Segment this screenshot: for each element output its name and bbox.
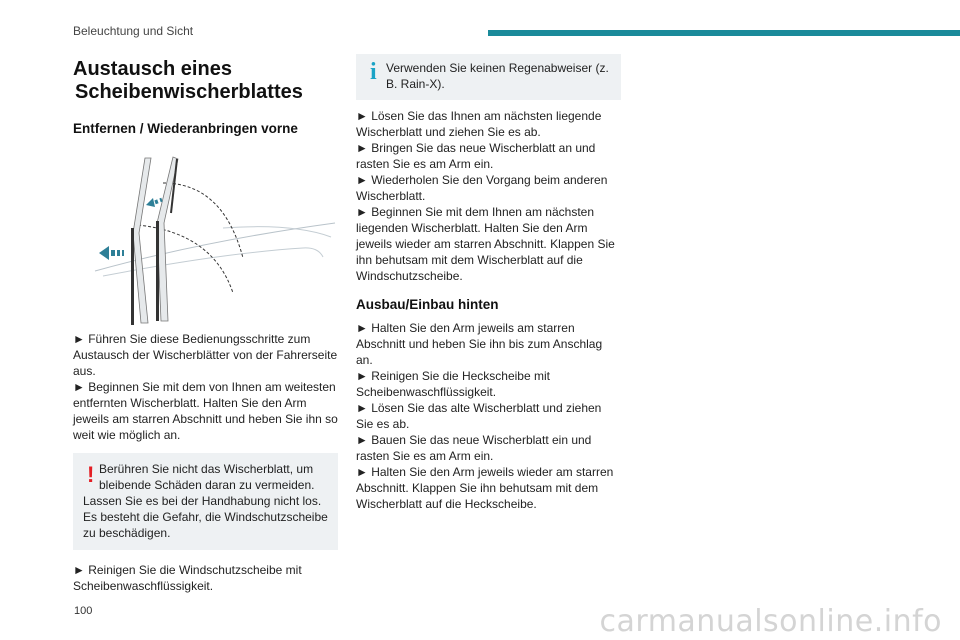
section-header: Beleuchtung und Sicht [73,24,194,38]
watermark: carmanualsonline.info [599,604,942,639]
title-line-2: Scheibenwischerblattes [75,81,303,103]
info-box [356,54,621,100]
front-step-7: ► Beginnen Sie mit dem Ihnen am nächsten liegenden Wischerblatt. Halten Sie den Arm jeweils wieder am starren Abschnitt. Klappen Sie ihn behutsam mit dem Wischerblatt auf die Windschutzscheibe. [356,205,615,283]
left-column [73,58,338,594]
rear-step-5: ► Halten Sie den Arm jeweils wieder am starren Abschnitt. Klappen Sie ihn behutsam mit dem Wischerblatt auf die Heckscheibe. [356,465,614,511]
front-subtitle: Entfernen / Wiederanbringen vorne [73,121,298,136]
title-line-1: Austausch eines [73,58,232,80]
right-column [356,54,621,512]
header-accent-bar [488,30,960,36]
rear-step-2: ► Reinigen Sie die Heckscheibe mit Scheibenwaschflüssigkeit. [356,369,550,399]
wiper-illustration [73,153,338,325]
front-step-5: ► Bringen Sie das neue Wischerblatt an und rasten Sie es am Arm ein. [356,141,596,171]
rear-step-4: ► Bauen Sie das neue Wischerblatt ein und rasten Sie es am Arm ein. [356,433,592,463]
front-step-2: ► Beginnen Sie mit dem von Ihnen am weitesten entfernten Wischerblatt. Halten Sie den Arm jeweils am starren Abschnitt und heben Sie ihn so weit wie möglich an. [73,380,338,442]
warning-box [73,453,338,550]
info-icon: i [370,59,377,85]
warning-text-2: Lassen Sie es bei der Handhabung nicht los. Es besteht die Gefahr, die Windschutzscheibe zu beschädigen. [83,494,328,540]
info-text: Verwenden Sie keinen Regenabweiser (z. B. Rain-X). [386,61,609,91]
rear-step-1: ► Halten Sie den Arm jeweils am starren Abschnitt und heben Sie ihn bis zum Anschlag an. [356,321,603,367]
front-step-1: ► Führen Sie diese Bedienungsschritte zum Austausch der Wischerblätter von der Fahrerseite aus. [73,332,338,378]
rear-subtitle: Ausbau/Einbau hinten [356,297,499,312]
page-number: 100 [74,605,93,617]
front-step-4: ► Lösen Sie das Ihnen am nächsten liegende Wischerblatt und ziehen Sie es ab. [356,109,602,139]
warning-text-1: Berühren Sie nicht das Wischerblatt, um bleibende Schäden daran zu vermeiden. [99,462,315,492]
page-title [73,58,338,104]
warning-icon: ! [87,462,95,487]
front-step-3: ► Reinigen Sie die Windschutzscheibe mit Scheibenwaschflüssigkeit. [73,563,302,593]
rear-step-3: ► Lösen Sie das alte Wischerblatt und ziehen Sie es ab. [356,401,602,431]
front-step-6: ► Wiederholen Sie den Vorgang beim anderen Wischerblatt. [356,173,608,203]
